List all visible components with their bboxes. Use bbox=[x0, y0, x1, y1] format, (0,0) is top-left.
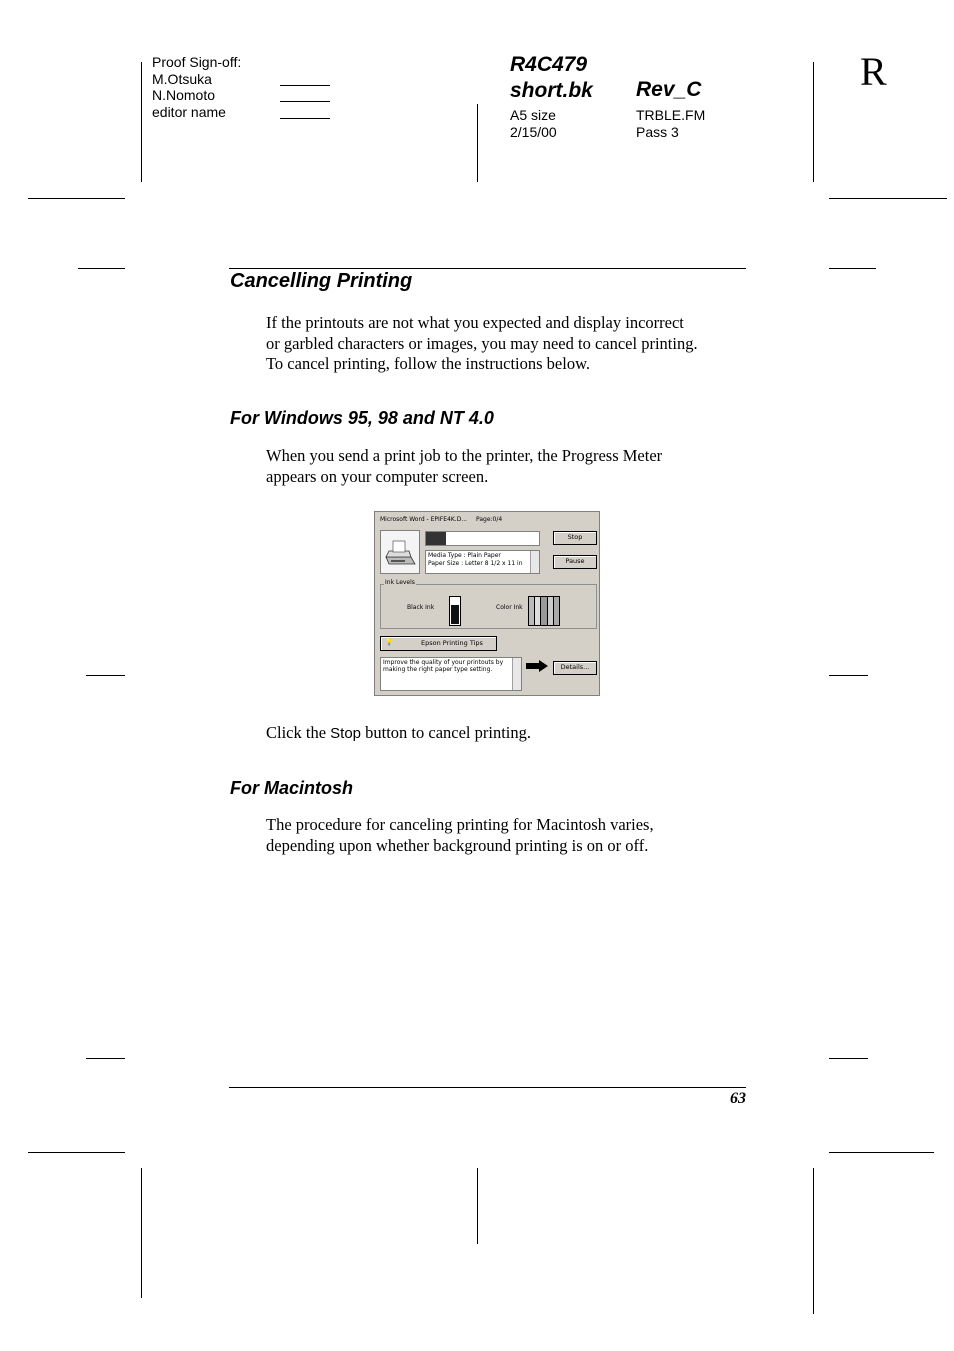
signer-name: editor name bbox=[152, 103, 226, 120]
paper-size-info: Paper Size : Letter 8 1/2 x 11 in bbox=[428, 560, 523, 567]
doc-date: 2/15/00 bbox=[510, 123, 557, 140]
media-info-list bbox=[425, 550, 540, 574]
printer-image bbox=[380, 530, 420, 574]
page-number: 63 bbox=[730, 1090, 746, 1107]
tip-text-line: making the right paper type setting. bbox=[383, 666, 493, 673]
color-ink-gauge bbox=[528, 596, 560, 626]
crop-mark bbox=[829, 268, 876, 269]
macintosh-paragraph bbox=[266, 815, 756, 856]
section-rule bbox=[229, 268, 746, 269]
signature-blank bbox=[280, 101, 330, 102]
crop-mark bbox=[86, 1058, 125, 1059]
stop-button[interactable]: Stop bbox=[553, 531, 597, 545]
crop-mark bbox=[28, 198, 125, 199]
printer-icon bbox=[381, 531, 419, 573]
doc-code bbox=[510, 52, 593, 104]
paper-size: A5 size bbox=[510, 107, 556, 123]
scrollbar[interactable] bbox=[530, 551, 539, 573]
doc-code-id: R4C479 bbox=[510, 53, 588, 76]
signature-blank bbox=[280, 118, 330, 119]
signer-name: M.Otsuka bbox=[152, 70, 212, 87]
pause-button[interactable]: Pause bbox=[553, 555, 597, 569]
doc-meta-right bbox=[636, 107, 705, 140]
text-line: appears on your computer screen. bbox=[266, 466, 489, 486]
text-fragment: button to cancel printing. bbox=[361, 723, 532, 742]
macintosh-heading: For Macintosh bbox=[230, 778, 354, 798]
windows-paragraph bbox=[266, 446, 756, 487]
color-ink-label: Color Ink bbox=[496, 604, 523, 611]
black-ink-gauge bbox=[449, 596, 461, 626]
file-name: TRBLE.FM bbox=[636, 107, 706, 123]
section-title: Cancelling Printing bbox=[230, 270, 413, 292]
ink-cartridge-bar bbox=[554, 597, 559, 625]
crop-mark bbox=[141, 1168, 142, 1298]
tip-text-line: Improve the quality of your printouts by bbox=[383, 659, 504, 666]
windows-heading: For Windows 95, 98 and NT 4.0 bbox=[230, 408, 494, 428]
progress-meter-dialog bbox=[374, 511, 600, 696]
crop-mark bbox=[141, 62, 142, 182]
signature-blank bbox=[280, 85, 330, 86]
crop-mark bbox=[477, 1168, 478, 1244]
text-line: or garbled characters or images, you may need to cancel printing. bbox=[266, 333, 698, 353]
printing-tips-button[interactable] bbox=[380, 636, 497, 651]
stop-instruction bbox=[266, 723, 756, 745]
signer-name: N.Nomoto bbox=[152, 87, 216, 103]
intro-paragraph bbox=[266, 313, 756, 375]
crop-mark bbox=[829, 198, 947, 199]
progress-fill bbox=[426, 532, 446, 545]
lightbulb-icon: 💡 bbox=[385, 638, 394, 646]
revision: Rev_C bbox=[636, 78, 702, 101]
text-line: If the printouts are not what you expected and display incorrect bbox=[266, 313, 684, 332]
scrollbar[interactable] bbox=[512, 658, 521, 690]
doc-meta-left bbox=[510, 107, 557, 140]
text-fragment: Click the bbox=[266, 723, 331, 742]
black-ink-label: Black Ink bbox=[407, 604, 435, 611]
footer-rule bbox=[229, 1087, 746, 1088]
proof-label: Proof Sign-off: bbox=[152, 54, 242, 70]
arrow-right-icon bbox=[526, 660, 548, 672]
section-tab-letter: R bbox=[860, 49, 887, 94]
pass-number: Pass 3 bbox=[636, 123, 679, 140]
black-ink-fill bbox=[451, 605, 459, 624]
crop-mark bbox=[829, 675, 868, 676]
crop-mark bbox=[477, 104, 478, 182]
crop-mark bbox=[829, 1058, 868, 1059]
crop-mark bbox=[813, 1168, 814, 1314]
progress-bar bbox=[425, 531, 540, 546]
crop-mark bbox=[78, 268, 125, 269]
crop-mark bbox=[813, 62, 814, 182]
crop-mark bbox=[86, 675, 125, 676]
dialog-title: Microsoft Word - EPIFE4K.D... bbox=[380, 516, 468, 523]
tip-text-box bbox=[380, 657, 522, 691]
proof-signoff bbox=[152, 54, 241, 120]
text-line: To cancel printing, follow the instructions below. bbox=[266, 354, 591, 373]
text-line: When you send a print job to the printer, the Progress Meter bbox=[266, 446, 663, 465]
stop-button-reference: Stop bbox=[330, 725, 362, 742]
book-name: short.bk bbox=[510, 79, 593, 102]
text-line: The procedure for canceling printing for Macintosh varies, bbox=[266, 815, 654, 834]
ink-levels-label: Ink Levels bbox=[385, 579, 415, 586]
details-button[interactable]: Details... bbox=[553, 661, 597, 675]
crop-mark bbox=[829, 1152, 934, 1153]
crop-mark bbox=[28, 1152, 125, 1153]
media-type: Media Type : Plain Paper bbox=[428, 552, 501, 559]
page-counter: Page:0/4 bbox=[476, 516, 503, 523]
text-line: depending upon whether background printing is on or off. bbox=[266, 835, 649, 855]
printing-tips-label: Epson Printing Tips bbox=[421, 639, 483, 647]
